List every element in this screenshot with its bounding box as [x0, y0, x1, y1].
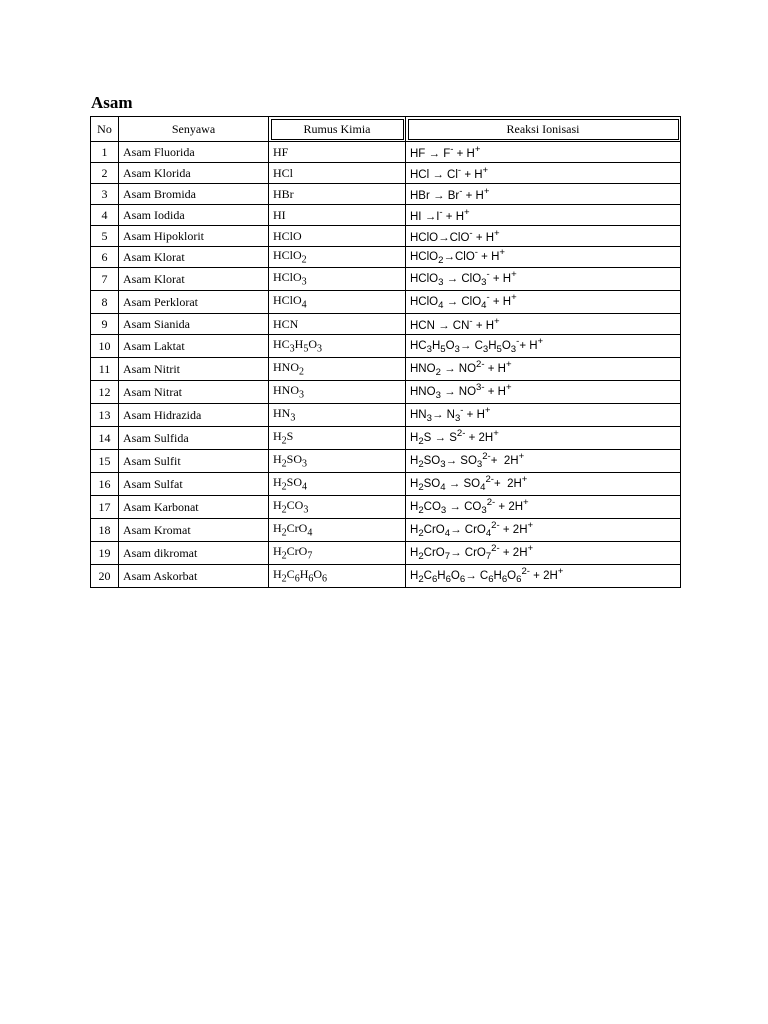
cell-reaction: HCl → Cl- + H+ [406, 163, 681, 184]
table-row [91, 226, 681, 247]
table-row [91, 142, 681, 163]
cell-compound: Asam Klorat [119, 268, 269, 291]
table-row [91, 542, 681, 565]
cell-no: 18 [91, 519, 119, 542]
cell-no: 19 [91, 542, 119, 565]
cell-no: 2 [91, 163, 119, 184]
cell-reaction: HF → F- + H+ [406, 142, 681, 163]
cell-no: 15 [91, 450, 119, 473]
cell-no: 8 [91, 291, 119, 314]
cell-formula: HClO$_2$ [269, 247, 406, 268]
cell-formula: HClO$_4$ [269, 291, 406, 314]
cell-compound: Asam Sianida [119, 314, 269, 335]
cell-formula: $H_2CO_3$ [269, 496, 406, 519]
cell-reaction: $HN_3\to N_3^- + H^+$ [406, 404, 681, 427]
cell-reaction: $H_2CO_3 \to CO_3^{2-} + 2H^+$ [406, 496, 681, 519]
cell-compound: Asam Kromat [119, 519, 269, 542]
cell-formula: $H_2SO_4$ [269, 473, 406, 496]
table-row [91, 358, 681, 381]
cell-compound: Asam Hidrazida [119, 404, 269, 427]
cell-reaction: $HNO_3 \to NO^{3-} + H^+$ [406, 381, 681, 404]
cell-reaction: $H_2S \to S^{2-} + 2H^+$ [406, 427, 681, 450]
cell-no: 9 [91, 314, 119, 335]
cell-compound: Asam Klorat [119, 247, 269, 268]
acid-table [90, 116, 681, 588]
header-formula: Rumus Kimia [269, 117, 406, 142]
cell-formula: HBr [269, 184, 406, 205]
cell-compound: Asam Bromida [119, 184, 269, 205]
table-row [91, 268, 681, 291]
cell-compound: Asam Hipoklorit [119, 226, 269, 247]
cell-no: 6 [91, 247, 119, 268]
cell-reaction: $HC_3H_5O_3\to C_3H_5O_3^-+ H^+$ [406, 335, 681, 358]
cell-formula: HClO$_3$ [269, 268, 406, 291]
cell-compound: Asam Karbonat [119, 496, 269, 519]
cell-reaction: HClO→ClO- + H+ [406, 226, 681, 247]
table-body [91, 142, 681, 588]
header-reaction: Reaksi Ionisasi [406, 117, 681, 142]
cell-compound: Asam Sulfida [119, 427, 269, 450]
cell-compound: Asam Nitrit [119, 358, 269, 381]
table-row [91, 473, 681, 496]
cell-compound: Asam Klorida [119, 163, 269, 184]
cell-reaction: HClO$_3$ → ClO$_3$- + H+ [406, 268, 681, 291]
cell-reaction: $H_2CrO_7\to CrO_7^{2-} + 2H^+$ [406, 542, 681, 565]
cell-compound: Asam Nitrat [119, 381, 269, 404]
cell-reaction: HBr → Br- + H+ [406, 184, 681, 205]
table-header-row [91, 117, 681, 142]
cell-reaction: $H_2SO_3\to SO_3^{2-}+ 2H^+$ [406, 450, 681, 473]
cell-compound: Asam Askorbat [119, 565, 269, 588]
table-row [91, 291, 681, 314]
table-row [91, 565, 681, 588]
cell-no: 17 [91, 496, 119, 519]
cell-compound: Asam dikromat [119, 542, 269, 565]
cell-reaction: $H_2CrO_4\to CrO_4^{2-} + 2H^+$ [406, 519, 681, 542]
cell-formula: HCN [269, 314, 406, 335]
table-row [91, 427, 681, 450]
cell-no: 12 [91, 381, 119, 404]
page-title: Asam [91, 93, 133, 112]
table-row [91, 450, 681, 473]
table-row [91, 404, 681, 427]
header-no: No [91, 117, 119, 142]
cell-formula: HCl [269, 163, 406, 184]
cell-no: 20 [91, 565, 119, 588]
cell-no: 1 [91, 142, 119, 163]
cell-no: 5 [91, 226, 119, 247]
cell-formula: $H_2C_6H_6O_6$ [269, 565, 406, 588]
cell-compound: Asam Sulfit [119, 450, 269, 473]
cell-formula: $H_2CrO_4$ [269, 519, 406, 542]
cell-reaction: HClO$_4$ → ClO$_4$- + H+ [406, 291, 681, 314]
table-row [91, 381, 681, 404]
cell-formula: HClO [269, 226, 406, 247]
cell-no: 3 [91, 184, 119, 205]
cell-formula: $HC_3H_5O_3$ [269, 335, 406, 358]
cell-compound: Asam Sulfat [119, 473, 269, 496]
cell-no: 4 [91, 205, 119, 226]
table-row [91, 205, 681, 226]
cell-compound: Asam Fluorida [119, 142, 269, 163]
cell-formula: $HN_3$ [269, 404, 406, 427]
cell-formula: $HNO_2$ [269, 358, 406, 381]
cell-no: 11 [91, 358, 119, 381]
cell-formula: $H_2S$ [269, 427, 406, 450]
cell-formula: HI [269, 205, 406, 226]
cell-reaction: HClO$_2$→ClO- + H+ [406, 247, 681, 268]
table-row [91, 519, 681, 542]
cell-formula: $H_2SO_3$ [269, 450, 406, 473]
table-row [91, 496, 681, 519]
cell-reaction: HCN → CN- + H+ [406, 314, 681, 335]
cell-reaction: $H_2C_6H_6O_6\to C_6H_6O_6^{2-} + 2H^+$ [406, 565, 681, 588]
cell-formula: $HNO_3$ [269, 381, 406, 404]
cell-compound: Asam Iodida [119, 205, 269, 226]
cell-compound: Asam Perklorat [119, 291, 269, 314]
cell-no: 14 [91, 427, 119, 450]
cell-reaction: $H_2SO_4 \to SO_4^{2-}+ 2H^+$ [406, 473, 681, 496]
table-row [91, 247, 681, 268]
table-row [91, 163, 681, 184]
cell-reaction: $HNO_2 \to NO^{2-} + H^+$ [406, 358, 681, 381]
cell-compound: Asam Laktat [119, 335, 269, 358]
cell-formula: $H_2CrO_7$ [269, 542, 406, 565]
cell-no: 16 [91, 473, 119, 496]
cell-no: 10 [91, 335, 119, 358]
table-row [91, 335, 681, 358]
cell-no: 13 [91, 404, 119, 427]
cell-reaction: HI →I- + H+ [406, 205, 681, 226]
cell-no: 7 [91, 268, 119, 291]
header-compound: Senyawa [119, 117, 269, 142]
table-row [91, 184, 681, 205]
cell-formula: HF [269, 142, 406, 163]
table-row [91, 314, 681, 335]
